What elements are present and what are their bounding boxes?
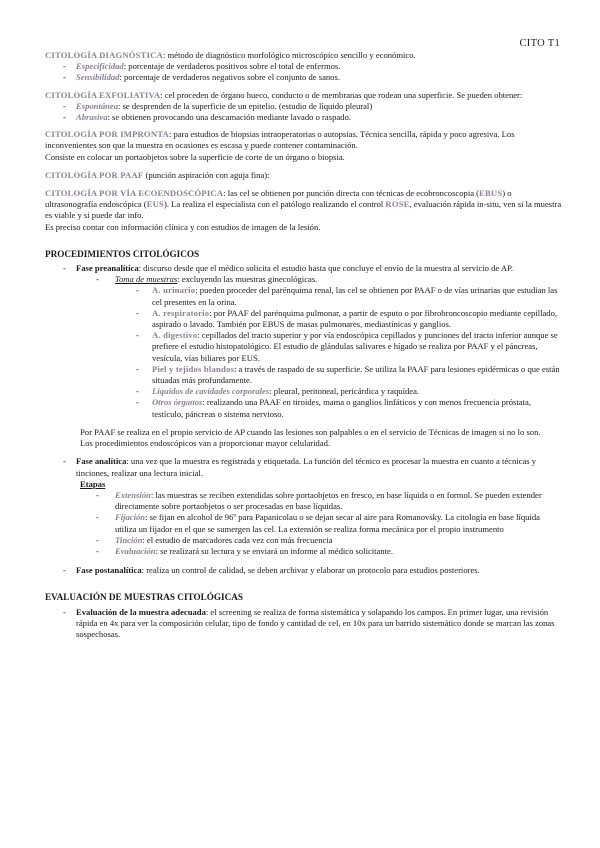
exfoliativa-paragraph: CITOLOGÍA EXFOLIATIVA: cel proceden de órgano hueco, conducto o de membranas que rodean una superficie. Se pueden obtener: [45, 89, 523, 100]
list-item: - Especificidad: porcentaje de verdaderos positivos sobre el total de enfermos. [63, 61, 341, 72]
endoscopica-term: CITOLOGÍA POR VÍA ECOENDOSCÓPICA [45, 188, 224, 199]
impronta-text2: Consiste en colocar un portaobjetos sobre la superficie de corte de un órgano o biopsia. [45, 151, 345, 162]
diagnostica-paragraph [45, 50, 562, 61]
impronta-paragraph: CITOLOGÍA POR IMPRONTA: para estudios de biopsias intraoperatorias o autopsias. Técnica sencilla, rápida y poco agresiva. Los inconvenientes son que la muestra en ocasiones es escasa y puede contener contaminación. [45, 129, 515, 151]
endoscopica-text2: Es preciso contar con información clínica y con estudios de imagen de la lesión. [45, 221, 321, 232]
exfoliativa-term: CITOLOGÍA EXFOLIATIVA [45, 89, 161, 100]
section-heading: EVALUACIÓN DE MUESTRAS CITOLÓGICAS [45, 592, 244, 603]
list-item: - Fase analítica: una vez que la muestra es registrada y etiquetada. La función del técnico es procesar la muestra en cuanto a técnicas y tinciones, realizar una lectura inicial. [63, 456, 537, 478]
list-item: - Extensión: las muestras se reciben extendidas sobre portaobjetos en fresco, en base líquida o en formol. Se pueden extender directamente sobre portaobjetos o ser procesadas en base líquidas. [96, 489, 542, 512]
list-item: - Evaluación: se realizará su lectura y se enviará un informe al médico solicitante. [96, 545, 394, 556]
list-item: - Fase preanalítica: discurso desde que el médico solicita el estudio hasta que concluye el envío de la muestra al servicio de AP. [63, 263, 514, 274]
impronta-term: CITOLOGÍA POR IMPRONTA [45, 129, 169, 140]
list-item: - Tinción: el estudio de marcadores cada vez con más frecuencia [96, 534, 333, 545]
list-item: - Fase postanalítica: realiza un control de calidad, se deben archivar y elaborar un protocolo para estudios posteriores. [63, 565, 480, 576]
list-item: - Otros órganos: realizando una PAAF en tiroides, mama o ganglios linfáticos y con menos frecuencia próstata, testículo, páncreas o sistema nervioso. [136, 397, 531, 419]
list-item: - A. respiratorio: por PAAF del parénquima pulmonar, a partir de esputo o por fibrobroncoscopio mediante cepillado, aspirado o lavado. También por EBUS de masas pulmonares, mediastínicas y ganglios. [136, 307, 558, 330]
endoscopic-note: Los procedimientos endoscópicos van a proporcionar mayor celularidad. [80, 438, 331, 449]
diagnostica-text: : método de diagnóstico morfológico microscópico sencillo y económico. [162, 50, 416, 60]
list-item: - Fijación: se fijan en alcohol de 96º para Papanicolau o se dejan secar al aire para Romanovsky. La citología en base líquida utiliza un fijador en el que se sumergen las cel. La extensión se realiza forma mecánica por el propio instrumento [96, 512, 540, 534]
list-item: - Toma de muestras: excluyendo las muestras ginecológicas. [96, 274, 318, 285]
list-item: - Sensibilidad: porcentaje de verdaderos negativos sobre el conjunto de sanos. [63, 72, 340, 83]
list-item: - Líquidos de cavidades corporales: pleural, peritoneal, pericárdica y raquídea. [136, 386, 420, 397]
section-heading: PROCEDIMIENTOS CITOLÓGICOS [45, 248, 200, 259]
paaf-note: Por PAAF se realiza en el propio servicio de AP cuando las lesiones son palpables o en el servicio de Técnicas de imagen si no lo son. [80, 426, 541, 437]
etapas-label: Etapas [80, 478, 106, 489]
diagnostica-term: CITOLOGÍA DIAGNÓSTICA [45, 50, 163, 60]
list-item: - Evaluación de la muestra adecuada: el screening se realiza de forma sistemática y solapando los campos. En primer lugar, una revisión rápida en 4x para ver la composición celular, tipo de fondo y cantidad de cel, en 10x para un barrido sistemático donde se marcan las zonas sospechosas. [63, 606, 555, 639]
paaf-term: CITOLOGÍA POR PAAF [45, 169, 144, 180]
list-item: - Espontánea: se desprenden de la superficie de un epitelio. (estudio de líquido pleural) [63, 100, 373, 111]
list-item: - A. urinario: pueden proceder del parénquima renal, las cel se obtienen por PAAF o de vías urinarias que estudian las cel presentes en la orina. [136, 285, 558, 307]
header-tag: CITO T1 [519, 38, 560, 49]
list-item: - A. digestivo: cepillados del tracto superior y por vía endoscópica cepillados y punciones del tracto inferior aunque se prefiere el estudio histopatológico. El estudio de glándulas salivares e hígado se realiza por PAAF y el páncreas, vesícula, vías biliares por EUS. [136, 330, 558, 363]
list-item: - Abrasiva: se obtienen provocando una descamación mediante lavado o raspado. [63, 112, 351, 123]
list-item: - Piel y tejidos blandos: a través de raspado de su superficie. Se utiliza la PAAF para lesiones epidérmicas o que están situadas más profundamente. [136, 363, 560, 386]
endoscopica-paragraph: CITOLOGÍA POR VÍA ECOENDOSCÓPICA: las cel se obtienen por punción directa con técnicas de ecobroncoscopia (EBUS) o ultrasonografía endoscópica (EUS). La realiza el especialista con el patólogo realizando el control ROSE, evaluación rápida in-situ, ven si la muestra es viable y si puede dar info. [45, 188, 562, 221]
paaf-paragraph: CITOLOGÍA POR PAAF (punción aspiración con aguja fina): [45, 169, 270, 180]
